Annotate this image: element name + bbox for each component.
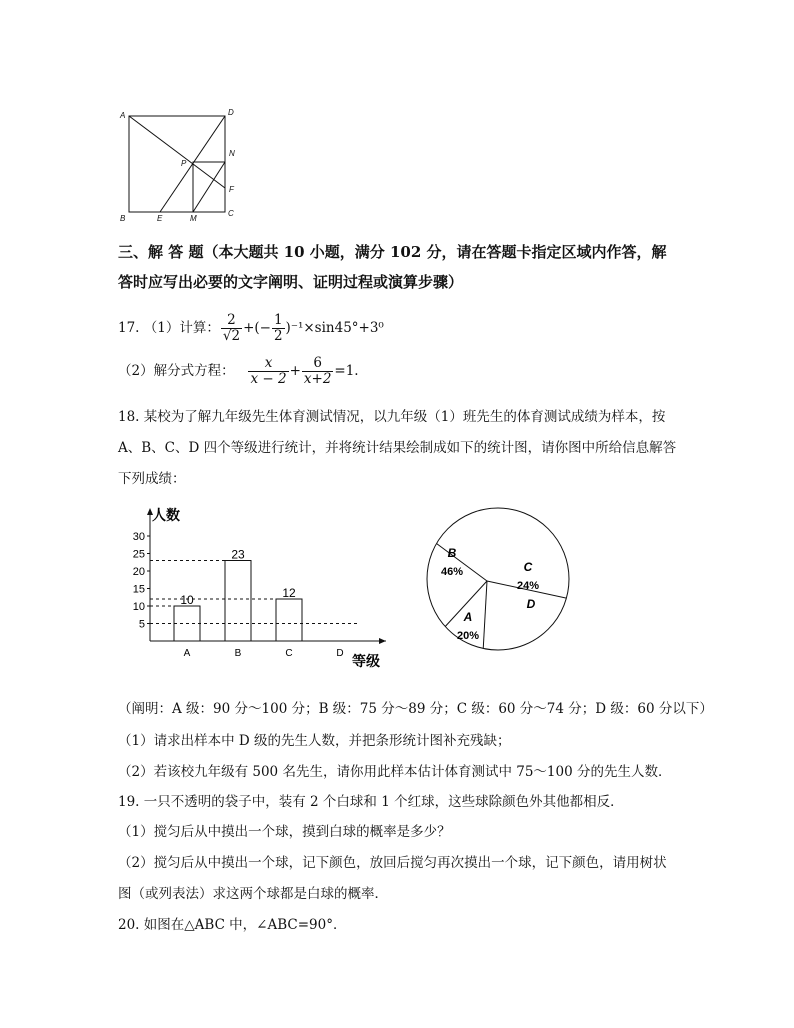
bar: [276, 599, 302, 641]
q18-note: （阐明：A 级：90 分～100 分；B 级：75 分～89 分；C 级：60 分～74 分；D 级：60 分以下）: [118, 701, 713, 717]
bar-chart: [118, 500, 398, 675]
y-tick-label: 15: [132, 583, 145, 596]
pie-slice-percent: 24%: [516, 580, 540, 592]
square-abcd: [129, 116, 225, 212]
x-tick-label: C: [285, 648, 293, 659]
frac-6-over-x-plus-2: $\frac{6}{x+2}$: [303, 355, 332, 387]
y-tick-label: 5: [138, 618, 145, 631]
label-m: M: [190, 214, 197, 223]
y-tick-label: 30: [132, 531, 145, 543]
q18-sub2: （2）若该校九年级有 500 名先生，请你用此样本估计体育测试中 75～100 分的先生人数．: [118, 764, 672, 780]
section-3-heading-line2: 答时应写出必要的文字阐明、证明过程或演算步骤）: [118, 273, 464, 291]
x-axis-arrow: [379, 638, 386, 644]
frac-x-over-x-minus-2: $\frac{x}{x - 2}$: [250, 355, 287, 387]
pie-slice-percent: 20%: [456, 630, 480, 642]
label-n: N: [229, 149, 235, 158]
label-f: F: [229, 185, 234, 194]
x-axis-label: 等级: [352, 653, 380, 669]
q18-line3: 下列成绩：: [118, 471, 186, 487]
x-tick-label: A: [183, 648, 191, 659]
x-tick-label: D: [336, 648, 344, 659]
y-axis-label: 人数: [152, 507, 180, 523]
q18-sub1: （1）请求出样本中 D 级的先生人数，并把条形统计图补充残缺；: [118, 733, 511, 749]
q17-part2: （2）解分式方程： $\frac{x}{x - 2}$ + $\frac{6}{x+2}$ =1.: [118, 355, 359, 387]
pie-chart: [418, 505, 578, 655]
q17-part1-label: 17. （1）计算：: [118, 320, 220, 336]
bar-value-label: 10: [180, 593, 194, 607]
pie-slice-label: C: [523, 560, 533, 574]
label-a: A: [120, 111, 126, 120]
segment-ap: [129, 116, 193, 164]
bar-value-label: 12: [282, 586, 296, 600]
pie-slice-percent: 46%: [440, 566, 464, 578]
y-tick-label: 20: [132, 566, 145, 578]
bar: [225, 561, 251, 642]
segment-pf: [193, 164, 225, 188]
q19-sub1: （1）搅匀后从中摸出一个球，摸到白球的概率是多少？: [118, 824, 451, 840]
label-d: D: [228, 108, 234, 117]
y-tick-label: 25: [132, 548, 145, 561]
label-b: B: [120, 214, 126, 223]
y-tick-label: 10: [132, 601, 145, 613]
q17-part2-label: （2）解分式方程：: [118, 363, 235, 379]
frac-2-over-sqrt2: $\frac{2}{√2}$: [222, 312, 241, 344]
section-3-heading-line1: 三、解 答 题（本大题共 10 小题，满分 102 分，请在答题卡指定区域内作答，解: [118, 243, 667, 261]
pie-slice-label: D: [526, 597, 536, 611]
bar-value-label: 23: [231, 547, 245, 562]
x-tick-label: B: [234, 648, 242, 659]
pie-outline: [427, 508, 569, 650]
segment-mn: [193, 162, 225, 212]
pie-slice-label: A: [463, 610, 473, 624]
q19-sub2-line1: （2）搅匀后从中摸出一个球，记下颜色，放回后搅匀再次摸出一个球，记下颜色，请用树状: [118, 855, 667, 871]
q18-line2: A、B、C、D 四个等级进行统计，并将统计结果绘制成如下的统计图，请你图中所给信息解答: [118, 440, 677, 456]
label-c: C: [228, 209, 234, 218]
label-p: P: [181, 159, 187, 168]
q19-line1: 19. 一只不透明的袋子中，装有 2 个白球和 1 个红球，这些球除颜色外其他都相反．: [118, 794, 624, 810]
q20-line1: 20. 如图在△ABC 中，∠ABC=90°．: [118, 917, 347, 933]
q18-line1: 18. 某校为了解九年级先生体育测试情况，以九年级（1）班先生的体育测试成绩为样本，按: [118, 409, 666, 425]
frac-1-over-2: $\frac{1}{2}$: [273, 312, 283, 344]
label-e: E: [157, 214, 163, 223]
geometry-figure: [112, 104, 252, 226]
pie-slice-label: B: [447, 546, 457, 560]
q19-sub2-line2: 图（或列表法）求这两个球都是白球的概率．: [118, 886, 388, 902]
q17-part1: 17. （1）计算： $\frac{2}{√2}$ +(− $\frac{1}{2}$ )⁻¹×sin45°+3⁰: [118, 312, 384, 344]
